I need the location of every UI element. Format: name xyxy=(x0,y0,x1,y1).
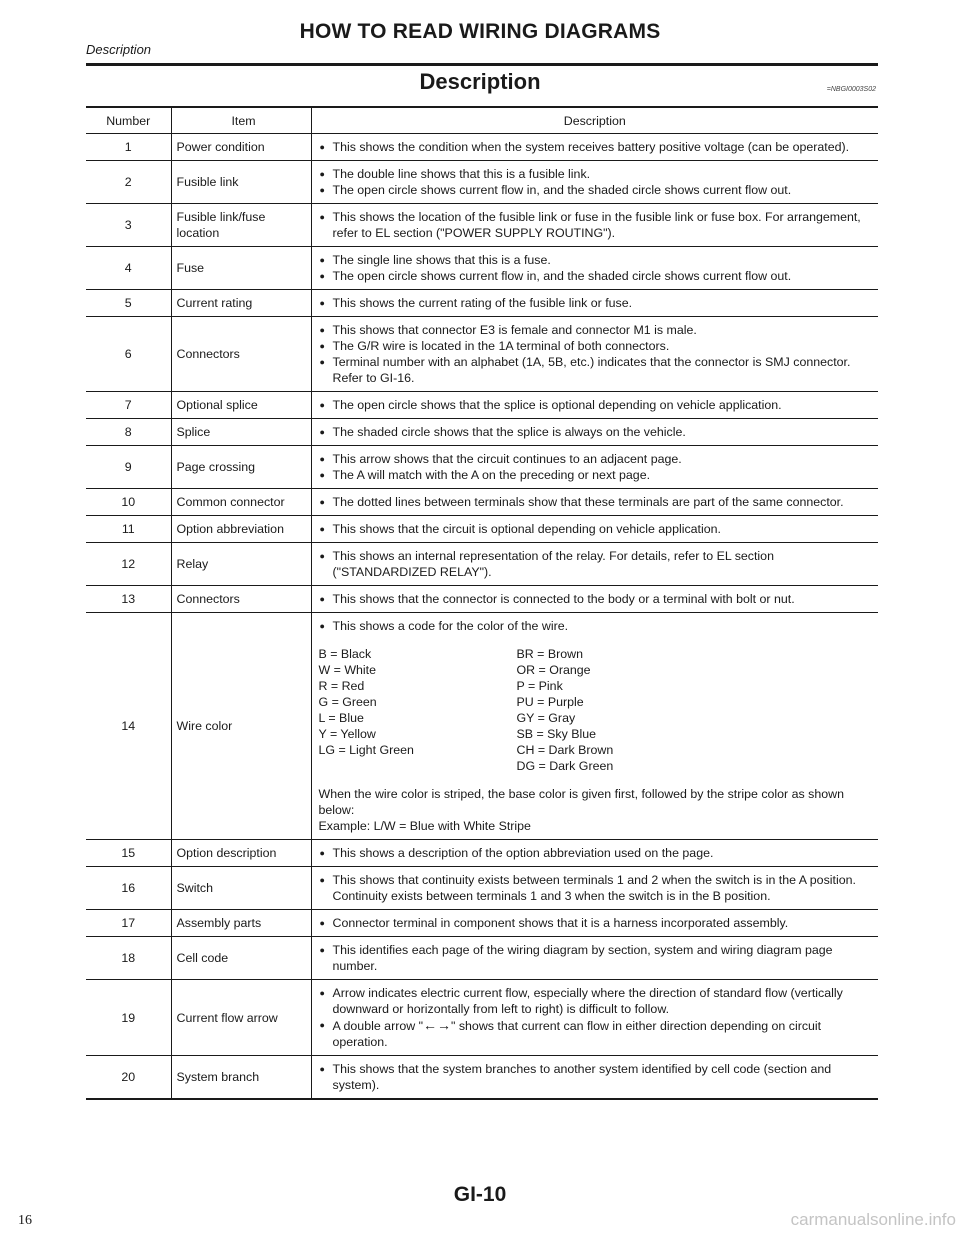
bullet-text: ● Connector terminal in component shows that it is a harness incorporated assembly. xyxy=(319,915,871,931)
table-row xyxy=(86,161,878,204)
row-item: Splice xyxy=(171,419,311,446)
bullet-text: ● This shows a code for the color of the wire. xyxy=(319,618,871,634)
row-item: Current flow arrow xyxy=(171,980,311,1056)
wire-color-legend xyxy=(319,646,871,774)
bullet-text: ● The open circle shows current flow in, and the shaded circle shows current flow out. xyxy=(319,268,871,284)
bullet-text: ● This shows that connector E3 is female and connector M1 is male. xyxy=(319,322,871,338)
row-number: 3 xyxy=(86,204,171,247)
page-header-title: HOW TO READ WIRING DIAGRAMS xyxy=(299,20,661,43)
watermark: carmanualsonline.info xyxy=(790,1210,956,1229)
row-description xyxy=(311,290,878,317)
row-number: 17 xyxy=(86,910,171,937)
bullet-text: ● The single line shows that this is a fuse. xyxy=(319,252,871,268)
bullet-text: ● This shows an internal representation of the relay. For details, refer to EL section ("STANDARDIZED RELAY"). xyxy=(319,548,871,580)
page-code: GI-10 xyxy=(453,1183,507,1206)
table-row xyxy=(86,543,878,586)
table-row xyxy=(86,980,878,1056)
stripe-example: Example: L/W = Blue with White Stripe xyxy=(318,819,531,833)
bullet-text: ● This shows a description of the option abbreviation used on the page. xyxy=(319,845,871,861)
wiring-description-table xyxy=(86,106,878,1100)
table-row xyxy=(86,516,878,543)
wire-color-entry: SB = Sky Blue xyxy=(516,727,597,741)
row-description xyxy=(311,247,878,290)
wire-color-column-right xyxy=(517,646,717,774)
row-description xyxy=(311,910,878,937)
bullet-text: ● The open circle shows that the splice is optional depending on vehicle application. xyxy=(319,397,871,413)
page-number: 16 xyxy=(18,1213,32,1228)
row-description xyxy=(311,419,878,446)
wire-color-column-left xyxy=(319,646,517,774)
wire-color-entry: BR = Brown xyxy=(516,647,583,661)
bullet-text: ● This arrow shows that the circuit continues to an adjacent page. xyxy=(319,451,871,467)
row-number: 18 xyxy=(86,937,171,980)
row-item: Current rating xyxy=(171,290,311,317)
row-item: Option description xyxy=(171,840,311,867)
row-description xyxy=(311,489,878,516)
row-number: 15 xyxy=(86,840,171,867)
bullet-text: ● This shows that the system branches to another system identified by cell code (section and system). xyxy=(319,1061,871,1093)
row-description xyxy=(311,161,878,204)
double-arrow-icon: ←→ xyxy=(423,1017,451,1033)
row-number: 12 xyxy=(86,543,171,586)
row-number: 7 xyxy=(86,392,171,419)
row-description xyxy=(311,392,878,419)
wire-color-entry: PU = Purple xyxy=(516,695,584,709)
header-description: Description xyxy=(311,107,878,134)
row-number: 4 xyxy=(86,247,171,290)
table-row xyxy=(86,446,878,489)
row-description xyxy=(311,867,878,910)
wire-color-entry: Y = Yellow xyxy=(318,727,376,741)
row-number: 16 xyxy=(86,867,171,910)
table-row xyxy=(86,613,878,840)
row-number: 20 xyxy=(86,1056,171,1100)
bullet-text: ● This shows that continuity exists between terminals 1 and 2 when the switch is in the A position. Continuity exists between terminals 1 and 3 when the switch is in the B position. xyxy=(319,872,871,904)
table-row xyxy=(86,204,878,247)
row-description xyxy=(311,543,878,586)
table-row xyxy=(86,867,878,910)
row-number: 6 xyxy=(86,317,171,392)
row-description xyxy=(311,980,878,1056)
row-item: Page crossing xyxy=(171,446,311,489)
row-number: 19 xyxy=(86,980,171,1056)
row-item: Connectors xyxy=(171,317,311,392)
wire-color-entry: P = Pink xyxy=(516,679,563,693)
row-item: Assembly parts xyxy=(171,910,311,937)
double-arrow-bullet xyxy=(319,1017,871,1050)
row-number: 5 xyxy=(86,290,171,317)
section-label: Description xyxy=(86,42,152,57)
row-description xyxy=(311,446,878,489)
wire-color-entry: LG = Light Green xyxy=(318,743,414,757)
bullet-text: ● Terminal number with an alphabet (1A, 5B, etc.) indicates that the connector is SMJ connector. Refer to GI-16. xyxy=(319,354,871,386)
row-description xyxy=(311,586,878,613)
row-description xyxy=(311,840,878,867)
bullet-text: ● The dotted lines between terminals show that these terminals are part of the same connector. xyxy=(319,494,871,510)
row-number: 1 xyxy=(86,134,171,161)
table-row xyxy=(86,489,878,516)
header-rule xyxy=(86,63,878,66)
bullet-text: ● This shows the location of the fusible link or fuse in the fusible link or fuse box. For arrangement, refer to EL section ("POWER SUPPLY ROUTING"). xyxy=(319,209,871,241)
bullet-text: ● The G/R wire is located in the 1A terminal of both connectors. xyxy=(319,338,871,354)
row-number: 8 xyxy=(86,419,171,446)
row-item: Fusible link xyxy=(171,161,311,204)
table-row xyxy=(86,290,878,317)
double-arrow-text-before: A double arrow " xyxy=(332,1019,423,1033)
table-row xyxy=(86,586,878,613)
row-item: Relay xyxy=(171,543,311,586)
row-item: Common connector xyxy=(171,489,311,516)
row-number: 9 xyxy=(86,446,171,489)
row-item: Switch xyxy=(171,867,311,910)
wire-color-entry: W = White xyxy=(318,663,376,677)
row-description xyxy=(311,937,878,980)
row-description xyxy=(311,204,878,247)
double-arrow-text-after: " shows that current can flow in either direction depending on circuit operation. xyxy=(332,1019,822,1049)
row-description xyxy=(311,516,878,543)
row-number: 14 xyxy=(86,613,171,840)
wire-color-entry: L = Blue xyxy=(318,711,364,725)
header-item: Item xyxy=(171,107,311,134)
wire-color-entry: GY = Gray xyxy=(516,711,576,725)
bullet-text: ● The A will match with the A on the preceding or next page. xyxy=(319,467,871,483)
bullet-text: ● The open circle shows current flow in, and the shaded circle shows current flow out. xyxy=(319,182,871,198)
table-row xyxy=(86,840,878,867)
bullet-text: ● This shows the condition when the system receives battery positive voltage (can be operated). xyxy=(319,139,871,155)
bullet-text: ● This shows that the circuit is optional depending on vehicle application. xyxy=(319,521,871,537)
row-item: System branch xyxy=(171,1056,311,1100)
wire-color-entry: OR = Orange xyxy=(516,663,591,677)
wire-color-entry: G = Green xyxy=(318,695,377,709)
table-row xyxy=(86,910,878,937)
row-item: Power condition xyxy=(171,134,311,161)
row-description xyxy=(311,317,878,392)
wire-color-entry: R = Red xyxy=(318,679,365,693)
wire-color-entry: DG = Dark Green xyxy=(516,759,614,773)
row-description xyxy=(311,613,878,840)
row-item: Fuse xyxy=(171,247,311,290)
row-item: Connectors xyxy=(171,586,311,613)
table-row xyxy=(86,247,878,290)
row-number: 13 xyxy=(86,586,171,613)
table-row xyxy=(86,317,878,392)
header-number: Number xyxy=(86,107,171,134)
table-header-row xyxy=(86,107,878,134)
bullet-text: ● This shows that the connector is connected to the body or a terminal with bolt or nut. xyxy=(319,591,871,607)
row-description xyxy=(311,134,878,161)
table-row xyxy=(86,1056,878,1100)
row-item: Optional splice xyxy=(171,392,311,419)
row-item: Fusible link/fuse location xyxy=(171,204,311,247)
wire-color-entry: CH = Dark Brown xyxy=(516,743,614,757)
table-row xyxy=(86,937,878,980)
row-item: Option abbreviation xyxy=(171,516,311,543)
row-number: 11 xyxy=(86,516,171,543)
stripe-note: When the wire color is striped, the base color is given first, followed by the stripe color as shown below: xyxy=(318,787,844,817)
wire-color-entry: B = Black xyxy=(318,647,372,661)
bullet-text: ● Arrow indicates electric current flow, especially where the direction of standard flow (vertically downward or horizontally from left to right) is difficult to follow. xyxy=(319,985,871,1017)
section-heading: Description xyxy=(419,69,541,94)
bullet-text: ● The double line shows that this is a fusible link. xyxy=(319,166,871,182)
row-number: 10 xyxy=(86,489,171,516)
document-code: =NBGI0003S02 xyxy=(826,86,876,93)
row-item: Wire color xyxy=(171,613,311,840)
table-row xyxy=(86,419,878,446)
bullet-text: ● This shows the current rating of the fusible link or fuse. xyxy=(319,295,871,311)
table-row xyxy=(86,134,878,161)
bullet-text: ● This identifies each page of the wiring diagram by section, system and wiring diagram page number. xyxy=(319,942,871,974)
row-description xyxy=(311,1056,878,1100)
row-item: Cell code xyxy=(171,937,311,980)
table-row xyxy=(86,392,878,419)
bullet-text: ● The shaded circle shows that the splice is always on the vehicle. xyxy=(319,424,871,440)
row-number: 2 xyxy=(86,161,171,204)
